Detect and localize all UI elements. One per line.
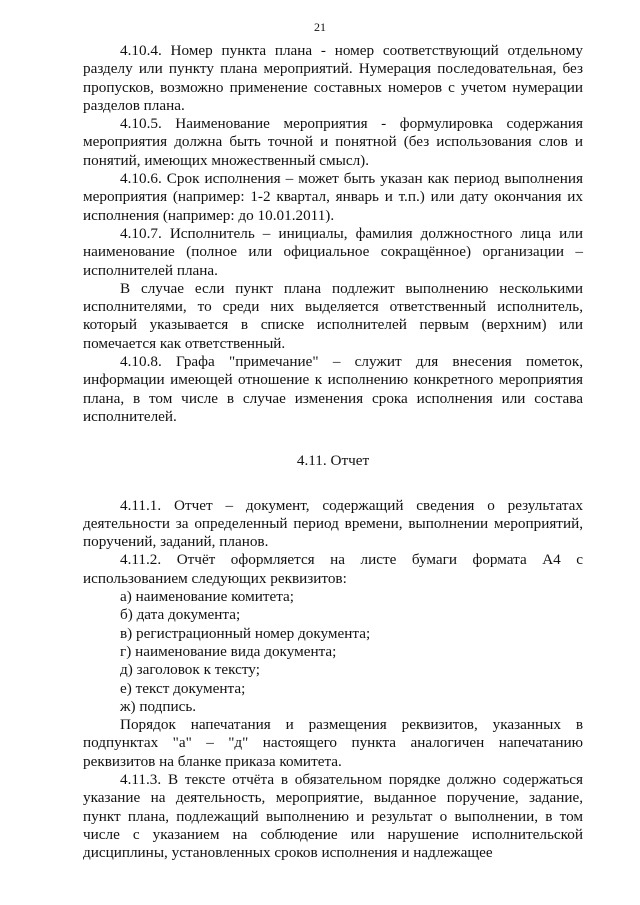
list-item: в) регистрационный номер документа; xyxy=(120,624,371,642)
paragraph-4-10-8: 4.10.8. Графа "примечание" – служит для внесения пометок, информации имеющей отношение к исполнению конкретного мероприятия плана, в том числе в случае изменения срока исполнения или состава исполнителей. xyxy=(83,353,583,425)
paragraph-4-11-1: 4.11.1. Отчет – документ, содержащий сведения о результатах деятельности за определенный период времени, выполнении мероприятий, поручений, заданий, планов. xyxy=(83,496,583,551)
list-item: е) текст документа; xyxy=(120,679,246,697)
section-heading: 4.11. Отчет xyxy=(296,452,370,470)
list-item: ж) подпись. xyxy=(120,697,197,715)
paragraph-4-10-7: 4.10.7. Исполнитель – инициалы, фамилия должностного лица или наименование (полное или официальное сокращённое) организации – исполнителей плана. xyxy=(83,224,583,279)
paragraph-requisites-order: Порядок напечатания и размещения реквизитов, указанных в подпунктах "а" – "д" настоящего пункта аналогичен напечатанию реквизитов на бланке приказа комитета. xyxy=(83,716,583,770)
paragraph-4-10-5: 4.10.5. Наименование мероприятия - формулировка содержания мероприятия должна быть точной и понятной (без использования слов и понятий, имеющих множественный смысл). xyxy=(83,115,583,169)
paragraph-4-10-6: 4.10.6. Срок исполнения – может быть указан как период выполнения мероприятия (например: 1-2 квартал, январь и т.п.) или дату окончания их исполнения (например: до 10.01.2011). xyxy=(83,170,583,224)
list-item: д) заголовок к тексту; xyxy=(120,661,260,679)
page-number: 21 xyxy=(314,20,326,34)
requisites-list xyxy=(83,588,583,716)
paragraph-multiple-executors: В случае если пункт плана подлежит выполнению несколькими исполнителями, то среди них выделяется ответственный исполнитель, который указывается в списке исполнителей первым (верхним) или помечается как ответственный. xyxy=(83,279,583,352)
list-item: а) наименование комитета; xyxy=(120,588,294,606)
paragraph-4-11-2: 4.11.2. Отчёт оформляется на листе бумаги формата А4 с использованием следующих реквизитов: xyxy=(83,551,583,587)
list-item: г) наименование вида документа; xyxy=(120,642,337,660)
paragraph-4-11-3: 4.11.3. В тексте отчёта в обязательном порядке должно содержаться указание на деятельность, мероприятие, выданное поручение, задание, пункт плана, подлежащий выполнению и результат о выполнении, в том числе с указанием на соблюдение или нарушение исполнительской дисциплины, установленных сроков исполнения и надлежащее xyxy=(83,770,583,862)
paragraph-4-10-4: 4.10.4. Номер пункта плана - номер соответствующий отдельному разделу или пункту плана мероприятий. Нумерация последовательная, без пропусков, возможно применение составных номеров с учетом нумерации разделов плана. xyxy=(83,42,583,114)
document-body xyxy=(83,42,583,862)
list-item: б) дата документа; xyxy=(120,606,241,624)
